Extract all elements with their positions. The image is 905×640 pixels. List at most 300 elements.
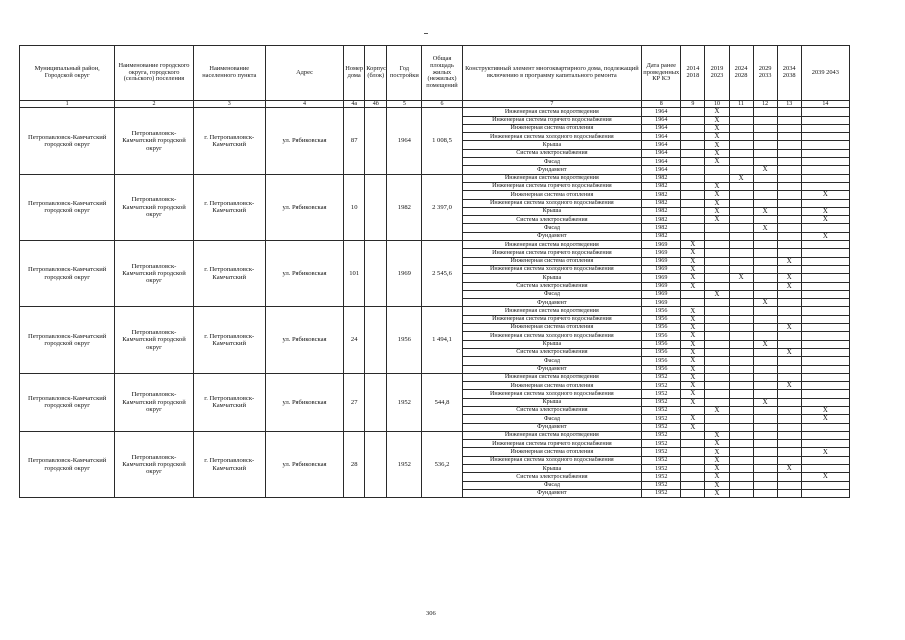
period-mark-cell bbox=[777, 431, 801, 439]
period-mark-cell bbox=[753, 116, 777, 124]
period-mark-cell bbox=[753, 257, 777, 265]
repair-date-cell: 1952 bbox=[642, 431, 681, 439]
period-mark-cell: X bbox=[753, 224, 777, 232]
period-mark-cell bbox=[729, 216, 753, 224]
period-mark-cell bbox=[729, 257, 753, 265]
house-number-cell: 28 bbox=[344, 431, 365, 497]
period-mark-cell bbox=[753, 473, 777, 481]
period-mark-cell bbox=[753, 390, 777, 398]
house-number-cell: 101 bbox=[344, 241, 365, 307]
element-name-cell: Фундамент bbox=[462, 166, 642, 174]
element-name-cell: Система электроснабжения bbox=[462, 473, 642, 481]
element-name-cell: Фундамент bbox=[462, 423, 642, 431]
repair-date-cell: 1952 bbox=[642, 415, 681, 423]
period-mark-cell: X bbox=[777, 274, 801, 282]
repair-date-cell: 1956 bbox=[642, 307, 681, 315]
period-mark-cell bbox=[777, 481, 801, 489]
period-mark-cell bbox=[801, 124, 849, 132]
column-number: 3 bbox=[193, 101, 265, 108]
period-mark-cell bbox=[705, 398, 729, 406]
header-element: Конструктивный элемент многоквартирного дома, подлежащий включению в программу капитального ремонта bbox=[462, 46, 642, 101]
table-body bbox=[20, 108, 850, 498]
period-mark-cell bbox=[681, 232, 705, 240]
period-mark-cell bbox=[753, 216, 777, 224]
period-mark-cell bbox=[729, 315, 753, 323]
period-mark-cell bbox=[753, 348, 777, 356]
period-mark-cell bbox=[729, 166, 753, 174]
period-mark-cell bbox=[729, 182, 753, 190]
period-mark-cell bbox=[777, 174, 801, 182]
period-mark-cell bbox=[753, 232, 777, 240]
element-name-cell: Фасад bbox=[462, 290, 642, 298]
period-mark-cell: X bbox=[681, 382, 705, 390]
table-row bbox=[20, 174, 850, 182]
district-cell: Петропавловск-Камчатский городской округ bbox=[20, 431, 115, 497]
building-block-cell bbox=[365, 431, 387, 497]
locality-cell: г. Петропавловск-Камчатский bbox=[193, 174, 265, 240]
period-mark-cell bbox=[753, 324, 777, 332]
period-mark-cell bbox=[681, 406, 705, 414]
column-number: 14 bbox=[801, 101, 849, 108]
period-mark-cell bbox=[705, 332, 729, 340]
repair-date-cell: 1952 bbox=[642, 406, 681, 414]
period-mark-cell bbox=[729, 440, 753, 448]
address-cell: ул. Рябиковская bbox=[265, 307, 343, 373]
period-mark-cell bbox=[681, 489, 705, 497]
house-number-cell: 24 bbox=[344, 307, 365, 373]
period-mark-cell bbox=[777, 415, 801, 423]
period-mark-cell bbox=[729, 357, 753, 365]
element-name-cell: Инженерная система горячего водоснабжения bbox=[462, 440, 642, 448]
area-cell: 544,8 bbox=[422, 373, 462, 431]
period-mark-cell bbox=[801, 116, 849, 124]
period-mark-cell bbox=[753, 241, 777, 249]
period-mark-cell bbox=[777, 489, 801, 497]
header-house-no: Номер дома bbox=[344, 46, 365, 101]
period-mark-cell bbox=[705, 348, 729, 356]
settlement-cell: Петропавловск-Камчатский городской округ bbox=[115, 431, 193, 497]
period-mark-cell: X bbox=[777, 348, 801, 356]
area-cell: 2 397,0 bbox=[422, 174, 462, 240]
period-mark-cell: X bbox=[705, 182, 729, 190]
period-mark-cell bbox=[729, 282, 753, 290]
locality-cell: г. Петропавловск-Камчатский bbox=[193, 108, 265, 174]
period-mark-cell bbox=[777, 299, 801, 307]
period-mark-cell bbox=[729, 141, 753, 149]
period-mark-cell bbox=[753, 465, 777, 473]
period-mark-cell bbox=[681, 431, 705, 439]
repair-date-cell: 1952 bbox=[642, 423, 681, 431]
column-number: 4б bbox=[365, 101, 387, 108]
period-mark-cell bbox=[777, 216, 801, 224]
period-mark-cell bbox=[777, 440, 801, 448]
table-row bbox=[20, 108, 850, 116]
house-number-cell: 10 bbox=[344, 174, 365, 240]
period-mark-cell bbox=[729, 116, 753, 124]
period-mark-cell bbox=[729, 307, 753, 315]
period-mark-cell bbox=[729, 158, 753, 166]
element-name-cell: Инженерная система водоотведения bbox=[462, 373, 642, 381]
settlement-cell: Петропавловск-Камчатский городской округ bbox=[115, 108, 193, 174]
period-mark-cell bbox=[801, 307, 849, 315]
period-mark-cell bbox=[777, 141, 801, 149]
table-row bbox=[20, 373, 850, 381]
period-mark-cell bbox=[801, 398, 849, 406]
period-mark-cell bbox=[801, 465, 849, 473]
repair-date-cell: 1969 bbox=[642, 249, 681, 257]
column-number: 5 bbox=[387, 101, 422, 108]
period-mark-cell bbox=[801, 440, 849, 448]
period-mark-cell bbox=[681, 456, 705, 464]
period-mark-cell: X bbox=[753, 398, 777, 406]
period-mark-cell bbox=[777, 315, 801, 323]
period-mark-cell bbox=[753, 481, 777, 489]
period-mark-cell bbox=[729, 124, 753, 132]
period-mark-cell bbox=[801, 332, 849, 340]
period-mark-cell: X bbox=[705, 431, 729, 439]
repair-date-cell: 1964 bbox=[642, 141, 681, 149]
table-row bbox=[20, 431, 850, 439]
period-mark-cell bbox=[705, 174, 729, 182]
element-name-cell: Инженерная система холодного водоснабжения bbox=[462, 133, 642, 141]
repair-date-cell: 1952 bbox=[642, 473, 681, 481]
repair-date-cell: 1982 bbox=[642, 199, 681, 207]
repair-date-cell: 1956 bbox=[642, 365, 681, 373]
period-mark-cell bbox=[729, 332, 753, 340]
period-mark-cell bbox=[777, 133, 801, 141]
district-cell: Петропавловск-Камчатский городской округ bbox=[20, 373, 115, 431]
repair-date-cell: 1952 bbox=[642, 489, 681, 497]
period-mark-cell: X bbox=[705, 481, 729, 489]
element-name-cell: Инженерная система холодного водоснабжения bbox=[462, 456, 642, 464]
period-mark-cell bbox=[777, 182, 801, 190]
element-name-cell: Инженерная система горячего водоснабжения bbox=[462, 116, 642, 124]
period-mark-cell bbox=[801, 299, 849, 307]
element-name-cell: Фундамент bbox=[462, 489, 642, 497]
period-mark-cell bbox=[729, 365, 753, 373]
period-mark-cell bbox=[753, 182, 777, 190]
settlement-cell: Петропавловск-Камчатский городской округ bbox=[115, 241, 193, 307]
period-mark-cell bbox=[705, 249, 729, 257]
period-mark-cell bbox=[777, 473, 801, 481]
repair-date-cell: 1952 bbox=[642, 390, 681, 398]
period-mark-cell bbox=[729, 265, 753, 273]
period-mark-cell bbox=[753, 133, 777, 141]
header-municipal-district: Муниципальный район, Городской округ bbox=[20, 46, 115, 101]
repair-date-cell: 1956 bbox=[642, 348, 681, 356]
period-mark-cell bbox=[801, 290, 849, 298]
period-mark-cell bbox=[777, 357, 801, 365]
element-name-cell: Крыша bbox=[462, 398, 642, 406]
period-mark-cell bbox=[777, 241, 801, 249]
period-mark-cell bbox=[729, 456, 753, 464]
repair-date-cell: 1969 bbox=[642, 274, 681, 282]
period-mark-cell: X bbox=[705, 124, 729, 132]
period-mark-cell bbox=[681, 465, 705, 473]
period-mark-cell: X bbox=[681, 241, 705, 249]
period-mark-cell bbox=[729, 232, 753, 240]
period-mark-cell bbox=[705, 274, 729, 282]
period-mark-cell bbox=[753, 489, 777, 497]
period-mark-cell bbox=[729, 241, 753, 249]
period-mark-cell bbox=[729, 191, 753, 199]
element-name-cell: Крыша bbox=[462, 465, 642, 473]
period-mark-cell bbox=[777, 199, 801, 207]
period-mark-cell bbox=[729, 348, 753, 356]
period-mark-cell: X bbox=[705, 116, 729, 124]
period-mark-cell bbox=[753, 158, 777, 166]
period-mark-cell: X bbox=[705, 149, 729, 157]
element-name-cell: Фасад bbox=[462, 415, 642, 423]
period-mark-cell bbox=[753, 365, 777, 373]
element-name-cell: Крыша bbox=[462, 207, 642, 215]
repair-date-cell: 1982 bbox=[642, 207, 681, 215]
period-mark-cell bbox=[801, 489, 849, 497]
header-period: 2034 2038 bbox=[777, 46, 801, 101]
period-mark-cell: X bbox=[801, 207, 849, 215]
period-mark-cell: X bbox=[705, 440, 729, 448]
repair-date-cell: 1964 bbox=[642, 116, 681, 124]
period-mark-cell bbox=[681, 440, 705, 448]
period-mark-cell bbox=[729, 465, 753, 473]
element-name-cell: Крыша bbox=[462, 274, 642, 282]
period-mark-cell bbox=[801, 357, 849, 365]
period-mark-cell: X bbox=[705, 406, 729, 414]
element-name-cell: Система электроснабжения bbox=[462, 406, 642, 414]
period-mark-cell bbox=[681, 199, 705, 207]
year-built-cell: 1952 bbox=[387, 373, 422, 431]
header-period: 2014 2018 bbox=[681, 46, 705, 101]
period-mark-cell bbox=[801, 481, 849, 489]
repair-date-cell: 1952 bbox=[642, 440, 681, 448]
period-mark-cell bbox=[681, 108, 705, 116]
building-block-cell bbox=[365, 307, 387, 373]
element-name-cell: Инженерная система отопления bbox=[462, 124, 642, 132]
repair-date-cell: 1964 bbox=[642, 158, 681, 166]
period-mark-cell bbox=[801, 382, 849, 390]
table-row bbox=[20, 307, 850, 315]
column-number: 1 bbox=[20, 101, 115, 108]
period-mark-cell bbox=[801, 108, 849, 116]
period-mark-cell bbox=[729, 149, 753, 157]
area-cell: 1 008,5 bbox=[422, 108, 462, 174]
column-number: 11 bbox=[729, 101, 753, 108]
element-name-cell: Инженерная система водоотведения bbox=[462, 307, 642, 315]
period-mark-cell bbox=[753, 265, 777, 273]
repair-date-cell: 1952 bbox=[642, 398, 681, 406]
period-mark-cell bbox=[777, 265, 801, 273]
period-mark-cell bbox=[681, 207, 705, 215]
period-mark-cell bbox=[801, 431, 849, 439]
period-mark-cell bbox=[753, 440, 777, 448]
period-mark-cell bbox=[777, 158, 801, 166]
element-name-cell: Крыша bbox=[462, 340, 642, 348]
period-mark-cell: X bbox=[777, 324, 801, 332]
period-mark-cell bbox=[777, 373, 801, 381]
period-mark-cell: X bbox=[681, 307, 705, 315]
period-mark-cell bbox=[777, 340, 801, 348]
repair-date-cell: 1956 bbox=[642, 315, 681, 323]
element-name-cell: Инженерная система холодного водоснабжения bbox=[462, 390, 642, 398]
period-mark-cell: X bbox=[705, 216, 729, 224]
period-mark-cell bbox=[753, 431, 777, 439]
settlement-cell: Петропавловск-Камчатский городской округ bbox=[115, 373, 193, 431]
period-mark-cell: X bbox=[681, 348, 705, 356]
period-mark-cell: X bbox=[801, 406, 849, 414]
building-block-cell bbox=[365, 174, 387, 240]
period-mark-cell bbox=[705, 257, 729, 265]
period-mark-cell: X bbox=[777, 465, 801, 473]
period-mark-cell bbox=[729, 423, 753, 431]
period-mark-cell bbox=[801, 166, 849, 174]
period-mark-cell bbox=[777, 398, 801, 406]
period-mark-cell bbox=[801, 282, 849, 290]
period-mark-cell: X bbox=[705, 448, 729, 456]
locality-cell: г. Петропавловск-Камчатский bbox=[193, 373, 265, 431]
period-mark-cell bbox=[801, 390, 849, 398]
table-row bbox=[20, 241, 850, 249]
period-mark-cell bbox=[681, 182, 705, 190]
year-built-cell: 1969 bbox=[387, 241, 422, 307]
period-mark-cell: X bbox=[681, 249, 705, 257]
period-mark-cell bbox=[801, 149, 849, 157]
repair-date-cell: 1964 bbox=[642, 166, 681, 174]
period-mark-cell bbox=[777, 249, 801, 257]
element-name-cell: Фасад bbox=[462, 481, 642, 489]
period-mark-cell bbox=[729, 249, 753, 257]
district-cell: Петропавловск-Камчатский городской округ bbox=[20, 307, 115, 373]
column-number: 6 bbox=[422, 101, 462, 108]
period-mark-cell bbox=[753, 456, 777, 464]
header-area: Общая площадь жилых (нежилых) помещений bbox=[422, 46, 462, 101]
period-mark-cell bbox=[777, 406, 801, 414]
period-mark-cell bbox=[729, 382, 753, 390]
element-name-cell: Система электроснабжения bbox=[462, 348, 642, 356]
period-mark-cell bbox=[705, 415, 729, 423]
element-name-cell: Инженерная система водоотведения bbox=[462, 241, 642, 249]
period-mark-cell bbox=[729, 290, 753, 298]
district-cell: Петропавловск-Камчатский городской округ bbox=[20, 108, 115, 174]
header-address: Адрес bbox=[265, 46, 343, 101]
period-mark-cell bbox=[681, 191, 705, 199]
period-mark-cell bbox=[801, 315, 849, 323]
repair-date-cell: 1982 bbox=[642, 224, 681, 232]
repair-date-cell: 1952 bbox=[642, 373, 681, 381]
period-mark-cell: X bbox=[801, 473, 849, 481]
header-locality: Наименование населенного пункта bbox=[193, 46, 265, 101]
area-cell: 2 545,6 bbox=[422, 241, 462, 307]
element-name-cell: Фундамент bbox=[462, 232, 642, 240]
period-mark-cell bbox=[705, 365, 729, 373]
period-mark-cell bbox=[681, 124, 705, 132]
building-block-cell bbox=[365, 108, 387, 174]
address-cell: ул. Рябиковская bbox=[265, 108, 343, 174]
period-mark-cell: X bbox=[705, 133, 729, 141]
period-mark-cell bbox=[777, 290, 801, 298]
repair-date-cell: 1956 bbox=[642, 332, 681, 340]
period-mark-cell: X bbox=[705, 158, 729, 166]
period-mark-cell bbox=[729, 481, 753, 489]
period-mark-cell bbox=[777, 116, 801, 124]
period-mark-cell bbox=[777, 191, 801, 199]
period-mark-cell bbox=[681, 133, 705, 141]
period-mark-cell: X bbox=[681, 257, 705, 265]
element-name-cell: Инженерная система отопления bbox=[462, 191, 642, 199]
period-mark-cell bbox=[801, 348, 849, 356]
period-mark-cell bbox=[705, 324, 729, 332]
period-mark-cell bbox=[801, 199, 849, 207]
period-mark-cell: X bbox=[705, 489, 729, 497]
period-mark-cell: X bbox=[681, 265, 705, 273]
period-mark-cell bbox=[801, 224, 849, 232]
period-mark-cell bbox=[801, 182, 849, 190]
period-mark-cell bbox=[753, 307, 777, 315]
period-mark-cell bbox=[729, 224, 753, 232]
year-built-cell: 1956 bbox=[387, 307, 422, 373]
period-mark-cell: X bbox=[705, 473, 729, 481]
period-mark-cell bbox=[777, 224, 801, 232]
year-built-cell: 1982 bbox=[387, 174, 422, 240]
repair-date-cell: 1982 bbox=[642, 232, 681, 240]
column-number: 4 bbox=[265, 101, 343, 108]
column-number-row bbox=[20, 101, 850, 108]
address-cell: ул. Рябиковская bbox=[265, 431, 343, 497]
period-mark-cell bbox=[777, 124, 801, 132]
period-mark-cell bbox=[801, 274, 849, 282]
period-mark-cell bbox=[753, 332, 777, 340]
column-number: 12 bbox=[753, 101, 777, 108]
building-block-cell bbox=[365, 373, 387, 431]
period-mark-cell bbox=[777, 108, 801, 116]
year-built-cell: 1952 bbox=[387, 431, 422, 497]
period-mark-cell: X bbox=[681, 390, 705, 398]
settlement-cell: Петропавловск-Камчатский городской округ bbox=[115, 174, 193, 240]
element-name-cell: Инженерная система водоотведения bbox=[462, 431, 642, 439]
period-mark-cell: X bbox=[681, 398, 705, 406]
period-mark-cell bbox=[681, 141, 705, 149]
period-mark-cell: X bbox=[753, 340, 777, 348]
period-mark-cell bbox=[777, 307, 801, 315]
period-mark-cell bbox=[801, 241, 849, 249]
repair-date-cell: 1969 bbox=[642, 290, 681, 298]
building-block-cell bbox=[365, 241, 387, 307]
period-mark-cell: X bbox=[705, 199, 729, 207]
area-cell: 1 494,1 bbox=[422, 307, 462, 373]
period-mark-cell bbox=[729, 340, 753, 348]
column-number: 4а bbox=[344, 101, 365, 108]
period-mark-cell: X bbox=[753, 207, 777, 215]
period-mark-cell bbox=[753, 448, 777, 456]
column-number: 10 bbox=[705, 101, 729, 108]
element-name-cell: Инженерная система водоотведения bbox=[462, 174, 642, 182]
period-mark-cell bbox=[705, 357, 729, 365]
period-mark-cell: X bbox=[753, 166, 777, 174]
period-mark-cell: X bbox=[681, 423, 705, 431]
repair-date-cell: 1964 bbox=[642, 149, 681, 157]
address-cell: ул. Рябиковская bbox=[265, 373, 343, 431]
period-mark-cell bbox=[729, 373, 753, 381]
period-mark-cell: X bbox=[681, 282, 705, 290]
column-number: 9 bbox=[681, 101, 705, 108]
repair-date-cell: 1969 bbox=[642, 265, 681, 273]
period-mark-cell: X bbox=[681, 357, 705, 365]
period-mark-cell bbox=[777, 423, 801, 431]
repair-date-cell: 1969 bbox=[642, 257, 681, 265]
district-cell: Петропавловск-Камчатский городской округ bbox=[20, 174, 115, 240]
period-mark-cell bbox=[801, 423, 849, 431]
period-mark-cell bbox=[681, 224, 705, 232]
header-year-built: Год постройки bbox=[387, 46, 422, 101]
